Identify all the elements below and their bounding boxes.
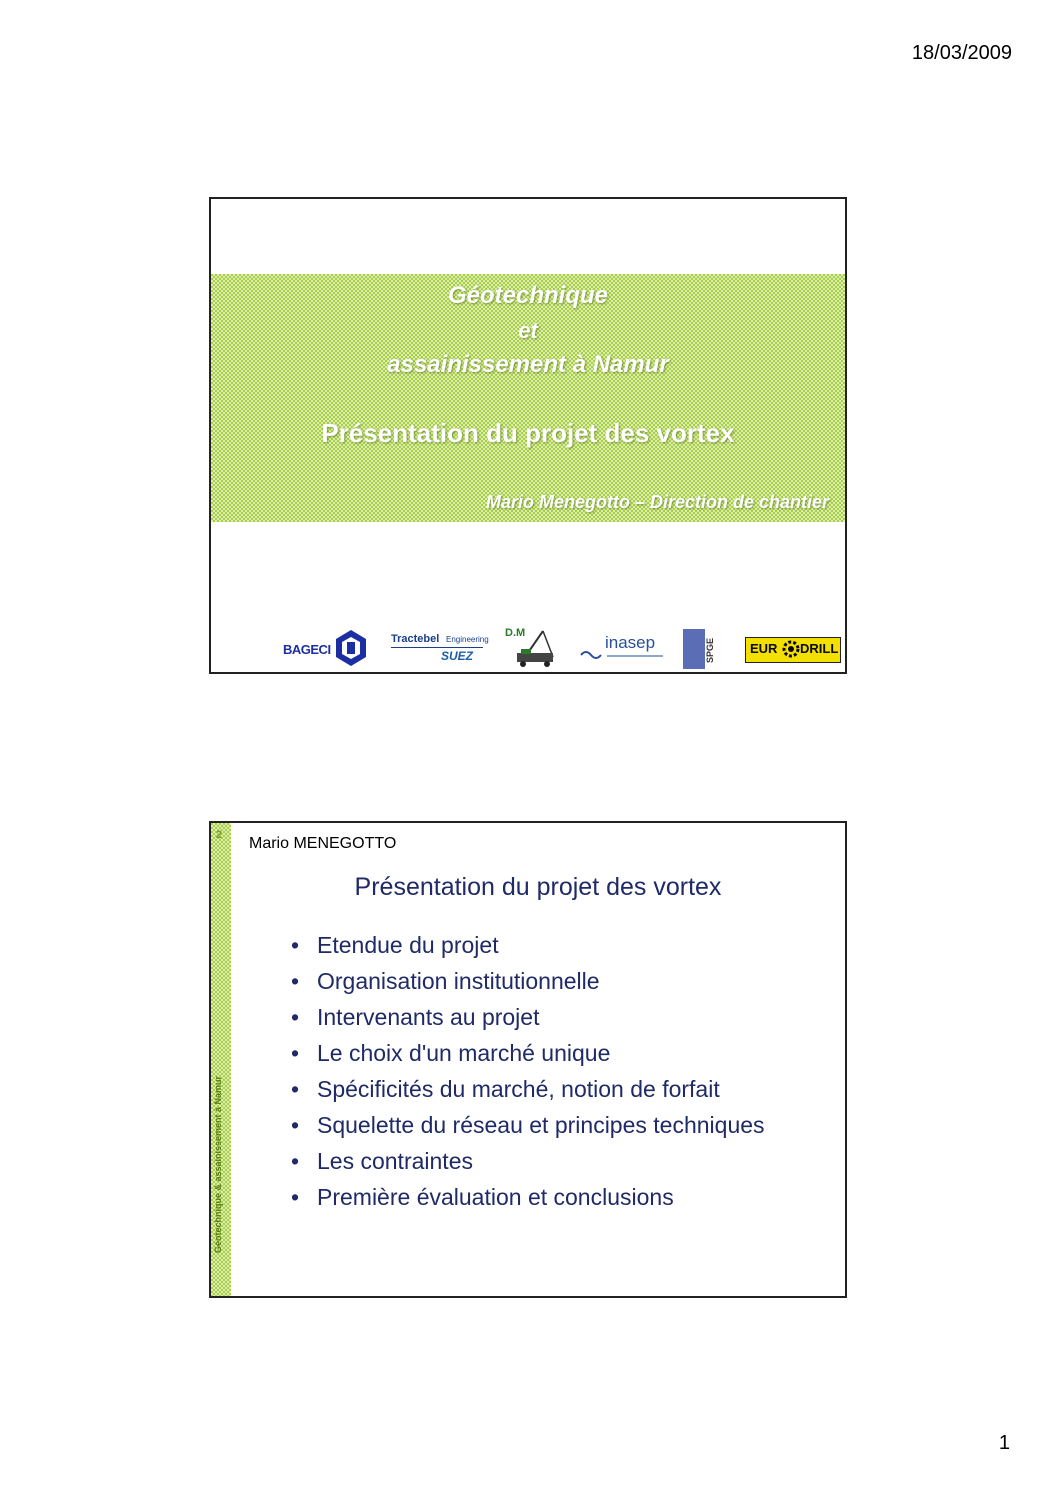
eurodrill-label-a: EUR [750, 641, 778, 656]
bullet-list [291, 929, 765, 1217]
side-strip [211, 823, 231, 1296]
presenter-line: Mario Menegotto – Direction de chantier [485, 492, 829, 512]
title-line-2: et [518, 318, 538, 343]
inasep-label: inasep [605, 633, 656, 652]
outline-slide [209, 821, 847, 1298]
spge-logo [683, 629, 713, 669]
drilling-machine-icon [503, 627, 563, 669]
side-strip-text: Géotechnique & assainissement à Namur [213, 1075, 223, 1253]
tractebel-logo [391, 633, 487, 665]
eurodrill-label-b: DRILL [800, 641, 839, 656]
list-item-text: Organisation institutionnelle [317, 968, 600, 994]
bullet-icon: • [291, 1076, 300, 1102]
bullet-icon: • [291, 1184, 300, 1210]
inasep-logo [579, 633, 675, 663]
list-item-text: Spécificités du marché, notion de forfait [317, 1076, 720, 1102]
spge-label: SPGE [705, 637, 715, 663]
title-line-1: Géotechnique [447, 282, 609, 309]
bullet-icon: • [291, 932, 300, 958]
list-item-text: Etendue du projet [317, 932, 499, 958]
eurodrill-logo [745, 637, 841, 663]
presentation-subtitle: Présentation du projet des vortex [321, 418, 735, 448]
title-slide [209, 197, 847, 674]
bullet-icon: • [291, 1112, 300, 1138]
page-number: 1 [998, 1432, 1010, 1454]
list-item [291, 1145, 765, 1181]
author-name: Mario MENEGOTTO [249, 835, 397, 852]
spge-emblem [683, 629, 705, 669]
list-item [291, 1109, 765, 1145]
page-date: 18/03/2009 [911, 42, 1012, 64]
title-band [211, 274, 845, 522]
gear-icon [782, 640, 800, 658]
list-item [291, 1073, 765, 1109]
slide-number: 2 [216, 829, 223, 841]
bageci-emblem-icon [335, 629, 367, 667]
slide-title: Présentation du projet des vortex [354, 873, 722, 901]
suez-label: SUEZ [441, 649, 474, 663]
title-line-3: assainissement à Namur [387, 351, 669, 378]
bullet-icon: • [291, 1004, 300, 1030]
bullet-icon: • [291, 968, 300, 994]
list-item-text: Les contraintes [317, 1148, 473, 1174]
dm-label: D.M [505, 627, 526, 639]
inasep-wave-icon [579, 647, 603, 661]
partner-logos [211, 627, 845, 671]
tractebel-engineering-label: Engineering [446, 635, 489, 644]
bageci-label: BAGECI [283, 642, 331, 657]
bageci-logo [283, 629, 369, 669]
dm-logo [503, 627, 563, 669]
bullet-icon: • [291, 1148, 300, 1174]
bullet-icon: • [291, 1040, 300, 1066]
list-item [291, 929, 765, 965]
list-item [291, 1001, 765, 1037]
list-item [291, 965, 765, 1001]
list-item-text: Squelette du réseau et principes techniques [317, 1112, 765, 1138]
list-item [291, 1181, 765, 1217]
tractebel-label: Tractebel [391, 633, 440, 645]
tractebel-underline [391, 647, 483, 648]
list-item-text: Le choix d'un marché unique [317, 1040, 611, 1066]
inasep-tagline-bar [607, 655, 663, 657]
list-item-text: Intervenants au projet [317, 1004, 540, 1030]
list-item-text: Première évaluation et conclusions [317, 1184, 674, 1210]
list-item [291, 1037, 765, 1073]
